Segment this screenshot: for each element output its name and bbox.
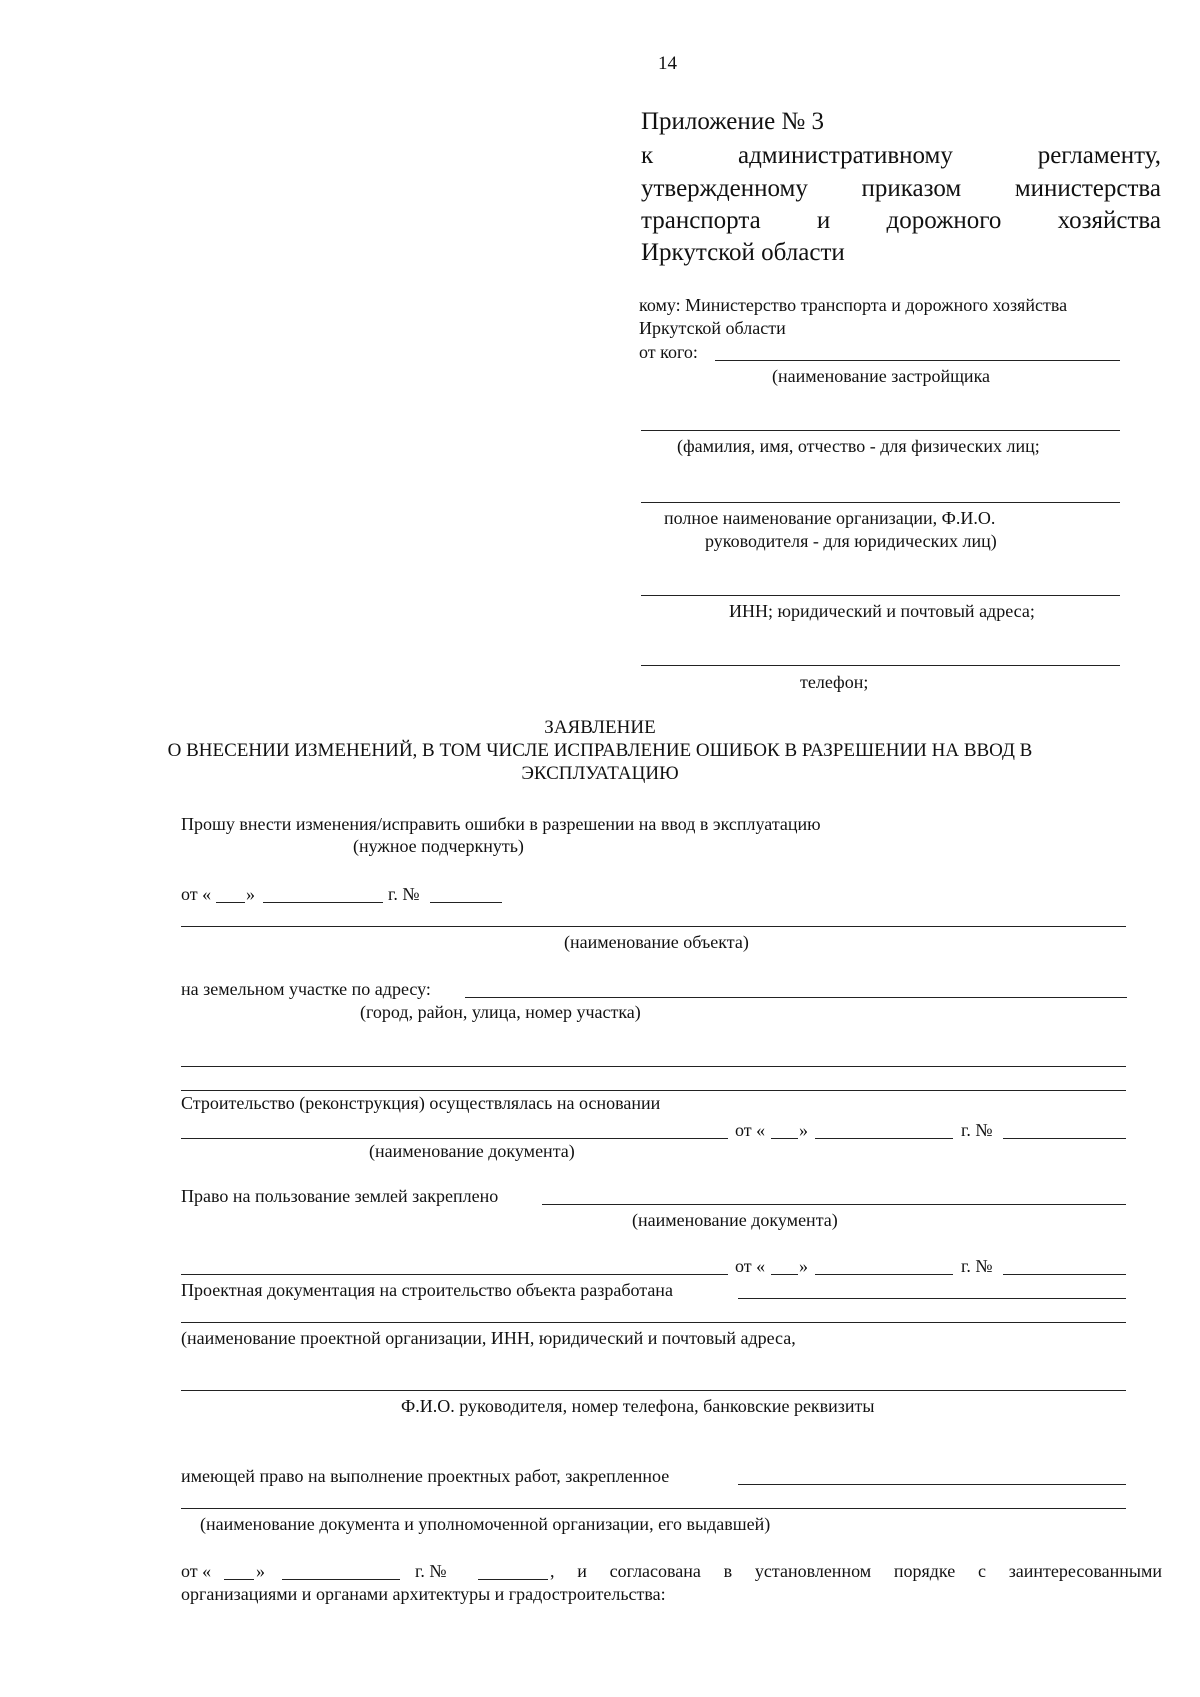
land-right-year-label: г. №	[961, 1256, 993, 1276]
document-subtitle-2: ЭКСПЛУАТАЦИЮ	[521, 763, 679, 784]
right-doc-hint: (наименование документа и уполномоченной организации, его выдавшей)	[200, 1514, 771, 1534]
land-right-hint: (наименование документа)	[632, 1210, 838, 1230]
appendix-word: к	[641, 142, 654, 169]
construction-basis-label: Строительство (реконструкция) осуществлялась на основании	[181, 1093, 661, 1113]
from-label: от кого:	[639, 342, 698, 362]
land-right-field[interactable]	[542, 1204, 1126, 1205]
final-word: согласована	[609, 1561, 701, 1581]
project-head-field[interactable]	[181, 1390, 1126, 1391]
final-word: заинтересованными	[1008, 1561, 1162, 1581]
final-day-field[interactable]	[224, 1579, 254, 1580]
land-right-day-field[interactable]	[771, 1274, 798, 1275]
land-right-month-field[interactable]	[815, 1274, 953, 1275]
from-field-line[interactable]	[715, 360, 1120, 361]
project-head-hint: Ф.И.О. руководителя, номер телефона, банковские реквизиты	[401, 1396, 875, 1416]
construction-year-label: г. №	[961, 1120, 993, 1140]
final-month-field[interactable]	[282, 1579, 400, 1580]
land-label: на земельном участке по адресу:	[181, 979, 431, 999]
final-tail	[550, 1561, 1162, 1581]
final-word: в	[723, 1561, 733, 1581]
final-word: и	[577, 1561, 587, 1581]
final-line-2: организациями и органами архитектуры и градостроительства:	[181, 1584, 666, 1604]
appendix-word: дорожного	[886, 207, 1002, 234]
right-to-work-field-2[interactable]	[181, 1508, 1126, 1509]
land-right-document-field[interactable]	[181, 1274, 728, 1275]
appendix-word: хозяйства	[1057, 207, 1161, 234]
quote-close: »	[799, 1256, 808, 1276]
final-number-field[interactable]	[478, 1579, 548, 1580]
construction-document-field[interactable]	[181, 1138, 728, 1139]
request-text: Прошу внести изменения/исправить ошибки в разрешении на ввод в эксплуатацию	[181, 814, 821, 834]
construction-number-field[interactable]	[1003, 1138, 1126, 1139]
project-org-hint: (наименование проектной организации, ИНН, юридический и почтовый адреса,	[181, 1328, 796, 1348]
appendix-line-1	[641, 141, 1161, 171]
hint-phone: телефон;	[800, 672, 869, 692]
object-name-field[interactable]	[181, 926, 1126, 927]
page-number: 14	[658, 53, 677, 74]
land-right-label: Право на пользование землей закреплено	[181, 1186, 499, 1206]
final-word: ,	[550, 1561, 555, 1581]
object-hint: (наименование объекта)	[564, 932, 749, 952]
land-address-field[interactable]	[465, 997, 1127, 998]
appendix-word: административному	[737, 142, 953, 169]
organization-field-line[interactable]	[641, 502, 1120, 503]
hint-developer: (наименование застройщика	[772, 366, 991, 386]
appendix-word: транспорта	[641, 207, 761, 234]
project-org-field[interactable]	[738, 1298, 1126, 1299]
inn-field-line[interactable]	[641, 595, 1120, 596]
hint-organization-2: руководителя - для юридических лиц)	[705, 531, 997, 551]
quote-close: »	[256, 1561, 265, 1581]
document-title: ЗАЯВЛЕНИЕ	[544, 717, 656, 738]
final-date-open: от «	[181, 1561, 212, 1581]
final-word: с	[977, 1561, 986, 1581]
appendix-word: министерства	[1014, 175, 1161, 202]
final-word: установленном	[754, 1561, 872, 1581]
appendix-title: Приложение № 3	[641, 108, 825, 135]
request-hint: (нужное подчеркнуть)	[353, 836, 524, 856]
construction-doc-hint: (наименование документа)	[369, 1141, 575, 1161]
individual-field-line[interactable]	[641, 430, 1120, 431]
final-word: порядке	[893, 1561, 956, 1581]
construction-month-field[interactable]	[815, 1138, 953, 1139]
addressee-to-line-1: кому: Министерство транспорта и дорожного хозяйства	[639, 295, 1068, 315]
appendix-word: приказом	[861, 175, 962, 202]
appendix-line-4: Иркутской области	[641, 239, 845, 266]
right-to-work-label: имеющей право на выполнение проектных работ, закрепленное	[181, 1466, 670, 1486]
quote-close: »	[799, 1120, 808, 1140]
hint-individual: (фамилия, имя, отчество - для физических лиц;	[677, 436, 1040, 456]
project-docs-label: Проектная документация на строительство объекта разработана	[181, 1280, 673, 1300]
phone-field-line[interactable]	[641, 665, 1120, 666]
land-hint: (город, район, улица, номер участка)	[360, 1002, 641, 1022]
appendix-word: утвержденному	[641, 175, 808, 202]
land-right-number-field[interactable]	[1003, 1274, 1126, 1275]
hint-organization-1: полное наименование организации, Ф.И.О.	[664, 508, 996, 528]
land-address-field-3[interactable]	[181, 1090, 1126, 1091]
right-to-work-field[interactable]	[738, 1484, 1126, 1485]
appendix-word: регламенту,	[1037, 142, 1161, 169]
document-subtitle-1: О ВНЕСЕНИИ ИЗМЕНЕНИЙ, В ТОМ ЧИСЛЕ ИСПРАВЛЕНИЕ ОШИБОК В РАЗРЕШЕНИИ НА ВВОД В	[167, 740, 1033, 761]
construction-day-field[interactable]	[771, 1138, 798, 1139]
hint-inn: ИНН; юридический и почтовый адреса;	[729, 601, 1035, 621]
year-number-label: г. №	[388, 884, 420, 904]
addressee-to-line-2: Иркутской области	[639, 318, 786, 338]
final-year-label: г. №	[415, 1561, 447, 1581]
project-org-field-2[interactable]	[181, 1322, 1126, 1323]
appendix-word: и	[816, 207, 831, 234]
appendix-line-2	[641, 174, 1161, 204]
quote-close: »	[246, 884, 255, 904]
appendix-line-3	[641, 206, 1161, 236]
land-address-field-2[interactable]	[181, 1066, 1126, 1067]
construction-date-open: от «	[735, 1120, 766, 1140]
date-label-open: от «	[181, 884, 212, 904]
month-field[interactable]	[263, 902, 383, 903]
day-field[interactable]	[216, 902, 245, 903]
permit-number-field[interactable]	[430, 902, 502, 903]
land-right-date-open: от «	[735, 1256, 766, 1276]
